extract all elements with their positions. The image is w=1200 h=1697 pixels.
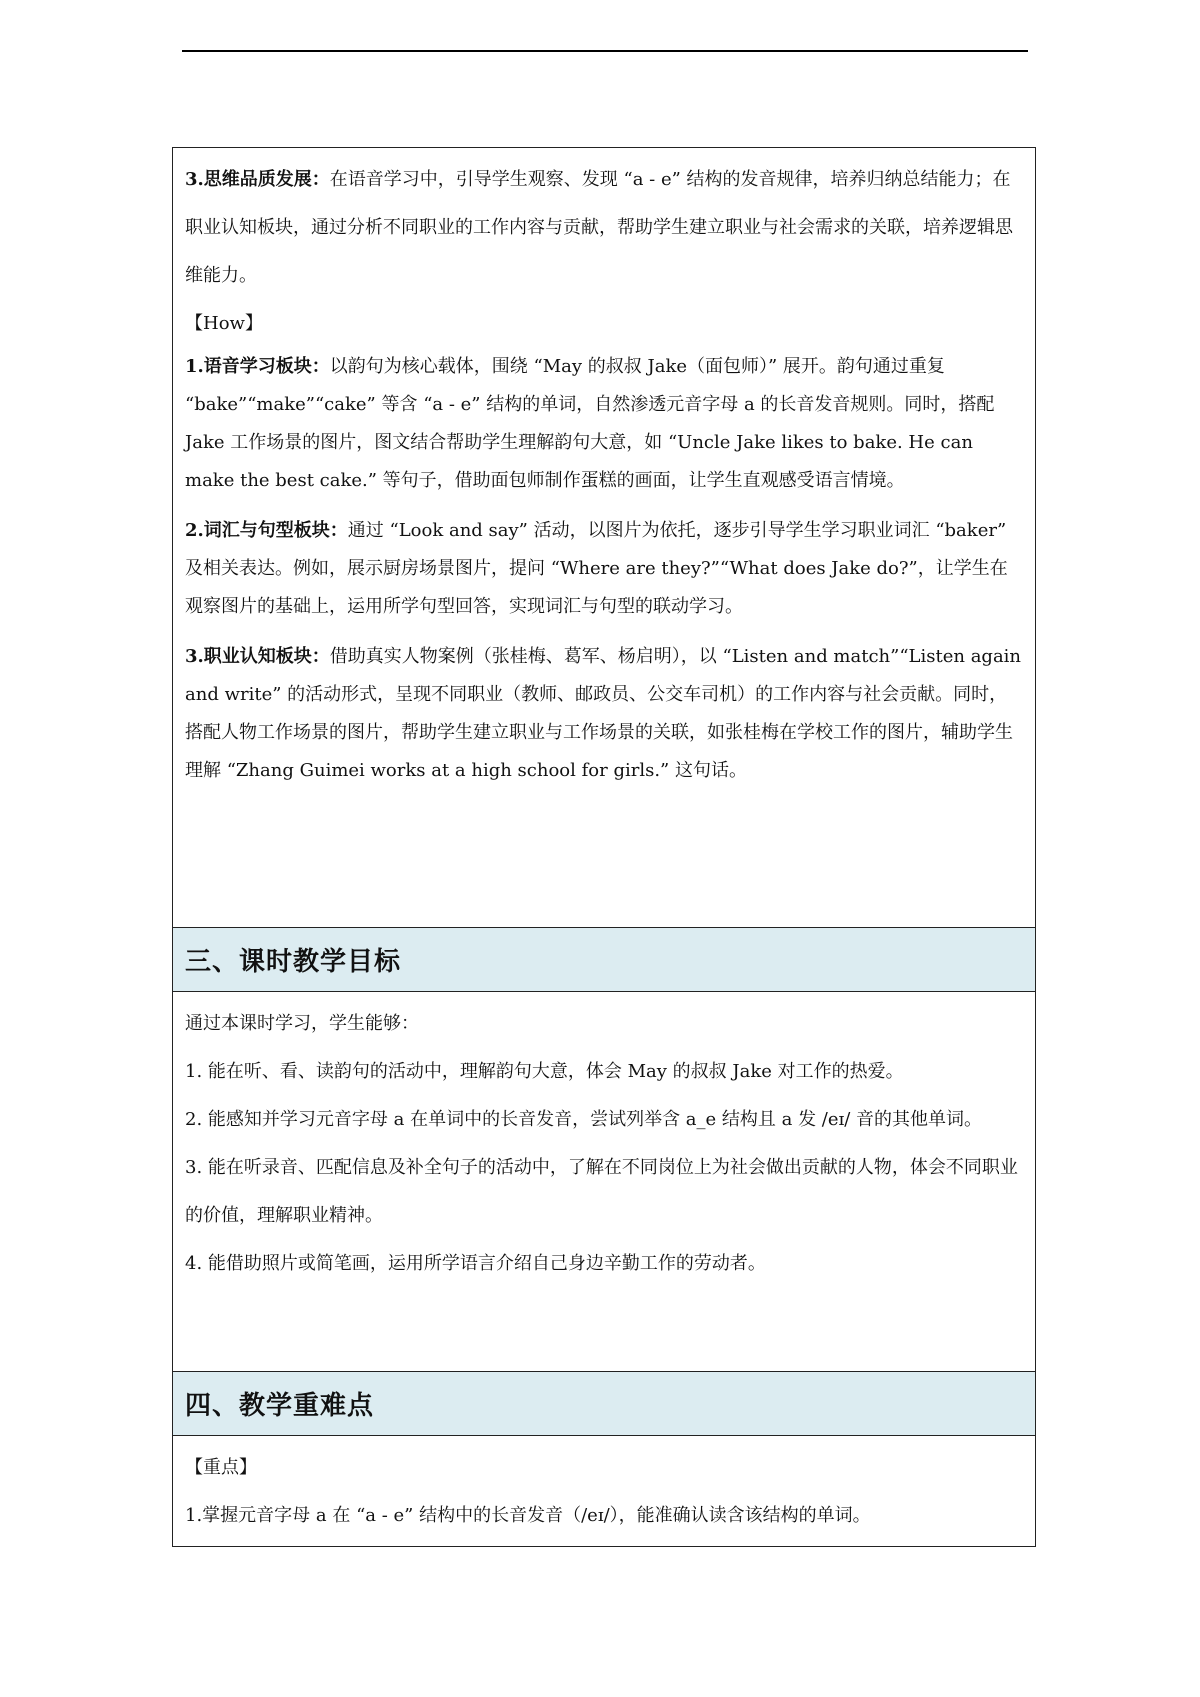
goal-item: 4. 能借助照片或简笔画，运用所学语言介绍自己身边辛勤工作的劳动者。 bbox=[185, 1253, 766, 1274]
header-rule bbox=[182, 50, 1028, 52]
paragraph-title: 3.职业认知板块： bbox=[185, 646, 330, 667]
paragraph-body: 借助真实人物案例（张桂梅、葛军、杨启明），以 “Listen and match”“Listen again and write” 的活动形式，呈现不同职业（教师、邮政员、公交车司机）的工作内容与社会贡献。同时，搭配人物工作场景的图片，帮助学生建立职业与工作场景的关联，如张桂梅在学校工作的图片，辅助学生理解 “Zhang Guimei works at a high school for girls.” 这句话。 bbox=[185, 646, 1022, 781]
key-point-item: 1.掌握元音字母 a 在 “a - e” 结构中的长音发音（/eɪ/），能准确认读含该结构的单词。 bbox=[185, 1505, 871, 1526]
objectives-intro: 通过本课时学习，学生能够： bbox=[185, 1013, 419, 1034]
career-paragraph bbox=[185, 638, 1025, 790]
paragraph-body: 通过 “Look and say” 活动，以图片为依托，逐步引导学生学习职业词汇 “baker” 及相关表达。例如，展示厨房场景图片，提问 “Where are they?”“What does Jake do?”，让学生在观察图片的基础上，运用所学句型回答，实现词汇与句型的联动学习。 bbox=[185, 520, 1008, 617]
section-heading-objectives: 三、课时教学目标 bbox=[173, 928, 1035, 992]
paragraph-title: 1.语音学习板块： bbox=[185, 356, 330, 377]
paragraph-title: 2.词汇与句型板块： bbox=[185, 520, 348, 541]
vocab-sentence-paragraph bbox=[185, 512, 1025, 626]
paragraph-body: 在语音学习中，引导学生观察、发现 “a - e” 结构的发音规律，培养归纳总结能力；在职业认知板块，通过分析不同职业的工作内容与贡献，帮助学生建立职业与社会需求的关联，培养逻辑思维能力。 bbox=[185, 169, 1013, 286]
content-cell-objectives bbox=[173, 992, 1035, 1372]
paragraph-body: 以韵句为核心载体，围绕 “May 的叔叔 Jake（面包师）” 展开。韵句通过重复 “bake”“make”“cake” 等含 “a - e” 结构的单词，自然渗透元音字母 a 的长音发音规则。同时，搭配 Jake 工作场景的图片，图文结合帮助学生理解韵句大意，如 “Uncle Jake likes to bake. He can make the best cake.” 等句子，借助面包师制作蛋糕的画面，让学生直观感受语言情境。 bbox=[185, 356, 995, 491]
paragraph-title: 3.思维品质发展： bbox=[185, 169, 330, 190]
lesson-plan-table bbox=[172, 147, 1036, 1547]
goal-item: 3. 能在听录音、匹配信息及补全句子的活动中，了解在不同岗位上为社会做出贡献的人物，体会不同职业的价值，理解职业精神。 bbox=[185, 1157, 1018, 1226]
content-cell-key-points bbox=[173, 1436, 1035, 1546]
content-cell-how bbox=[173, 148, 1035, 928]
phonics-paragraph bbox=[185, 348, 1025, 500]
how-label: 【How】 bbox=[185, 313, 263, 334]
goal-item: 2. 能感知并学习元音字母 a 在单词中的长音发音，尝试列举含 a_e 结构且 a 发 /eɪ/ 音的其他单词。 bbox=[185, 1109, 983, 1130]
thinking-quality-paragraph bbox=[185, 156, 1025, 300]
goal-item: 1. 能在听、看、读韵句的活动中，理解韵句大意，体会 May 的叔叔 Jake 对工作的热爱。 bbox=[185, 1061, 904, 1082]
section-heading-key-points: 四、教学重难点 bbox=[173, 1372, 1035, 1436]
key-label: 【重点】 bbox=[185, 1457, 257, 1478]
